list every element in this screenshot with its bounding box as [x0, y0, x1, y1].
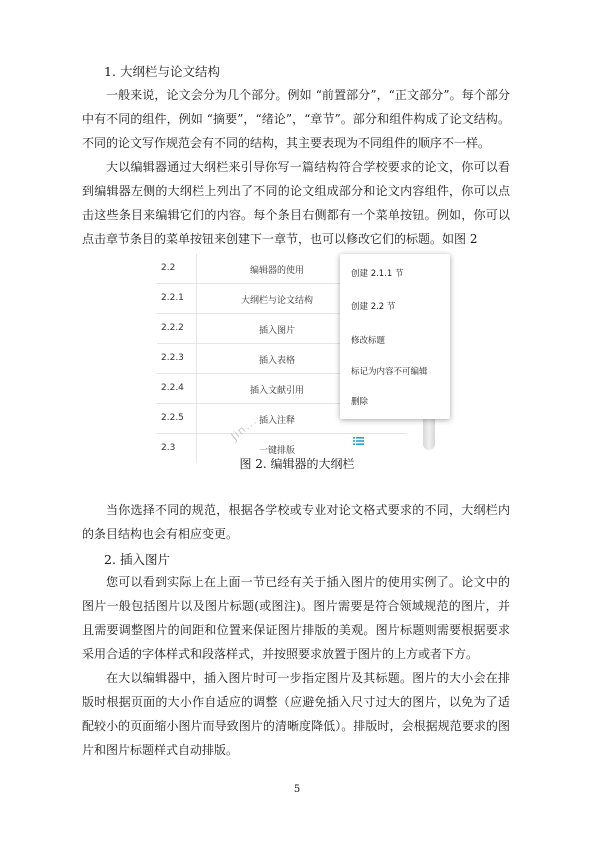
section-1-paragraph-1: 一般来说，论文会分为几个部分。例如 “前置部分”，“正文部分”。每个部分中有不同的组件，例如 “摘要”，“绪论”，“章节”。部分和组件构成了论文结构。不同的论文写作规范会有不同的结构，其主要表现为不同组件的顺序不一样。: [82, 88, 510, 150]
outline-row-number: 2.2.3: [161, 353, 184, 363]
section-2-heading: [104, 552, 170, 568]
outline-context-menu: [340, 254, 450, 419]
section-2-paragraph-1: 您可以看到实际上在上面一节已经有关于插入图片的使用实例了。论文中的图片一般包括图片以及图片标题(或图注)。图片需要是符合领域规范的图片，并且需要调整图片的间距和位置来保证图片排版的美观。图片标题则需要根据要求采用合适的字体样式和段落样式，并按照要求放置于图片的上方或者下方。: [82, 575, 510, 661]
menu-item-edit-title[interactable]: 修改标题: [351, 336, 386, 346]
figure-caption: 图 2. 编辑器的大纲栏: [239, 457, 355, 471]
outline-row-title: 大纲栏与论文结构: [240, 296, 313, 306]
watermark: Jin...: [228, 413, 260, 444]
outline-row-number: 2.2: [161, 263, 176, 273]
paragraph-outline-variation: 当你选择不同的规范，根据各学校或专业对论文格式要求的不同，大纲栏内的条目结构也会有相应变更。: [82, 503, 510, 541]
outline-row-number: 2.3: [161, 443, 176, 453]
menu-item-delete[interactable]: 删除: [351, 397, 369, 407]
outline-row-title: 插入图片: [258, 326, 295, 336]
outline-figure: [157, 254, 437, 456]
outline-row-title: 插入文献引用: [249, 386, 304, 396]
outline-row-number: 2.2.4: [161, 383, 184, 393]
section-2-title: 插入图片: [119, 552, 170, 567]
section-2-paragraph-2: 在大以编辑器中，插入图片时可一步指定图片及其标题。图片的大小会在排版时根据页面的大小作自适应的调整（应避免插入尺寸过大的图片，以免为了适配较小的页面缩小图片而导致图片的清晰度降低）。排版时，会根据规范要求的图片和图片标题样式自动排版。: [82, 671, 510, 757]
section-1-number: 1.: [104, 64, 116, 79]
list-menu-icon[interactable]: [353, 437, 364, 445]
outline-row-number: 2.2.1: [161, 293, 184, 303]
outline-row-title: 编辑器的使用: [249, 266, 304, 276]
menu-item-create-2-2[interactable]: 创建 2.2 节: [351, 302, 396, 312]
outline-row-number: 2.2.2: [161, 323, 184, 333]
menu-item-mark-readonly[interactable]: 标记为内容不可编辑: [351, 367, 428, 377]
page-number: 5: [293, 784, 301, 795]
outline-row-title: 一键排版: [258, 446, 295, 456]
section-1-heading: [104, 64, 220, 80]
section-1-paragraph-2: 大以编辑器通过大纲栏来引导你写一篇结构符合学校要求的论文，你可以看到编辑器左侧的大纲栏上列出了不同的论文组成部分和论文内容组件，你可以点击这些条目来编辑它们的内容。每个条目右侧都有一个菜单按钮。例如，你可以点击章节条目的菜单按钮来创建下一章节，也可以修改它们的标题。如图 2: [82, 160, 510, 246]
menu-item-create-2-1-1[interactable]: 创建 2.1.1 节: [351, 269, 404, 279]
section-2-number: 2.: [104, 552, 116, 567]
outline-row-number: 2.2.5: [161, 413, 184, 423]
outline-row-title: 插入注释: [258, 416, 295, 426]
outline-row-title: 插入表格: [258, 356, 295, 366]
section-1-title: 大纲栏与论文结构: [119, 64, 220, 79]
